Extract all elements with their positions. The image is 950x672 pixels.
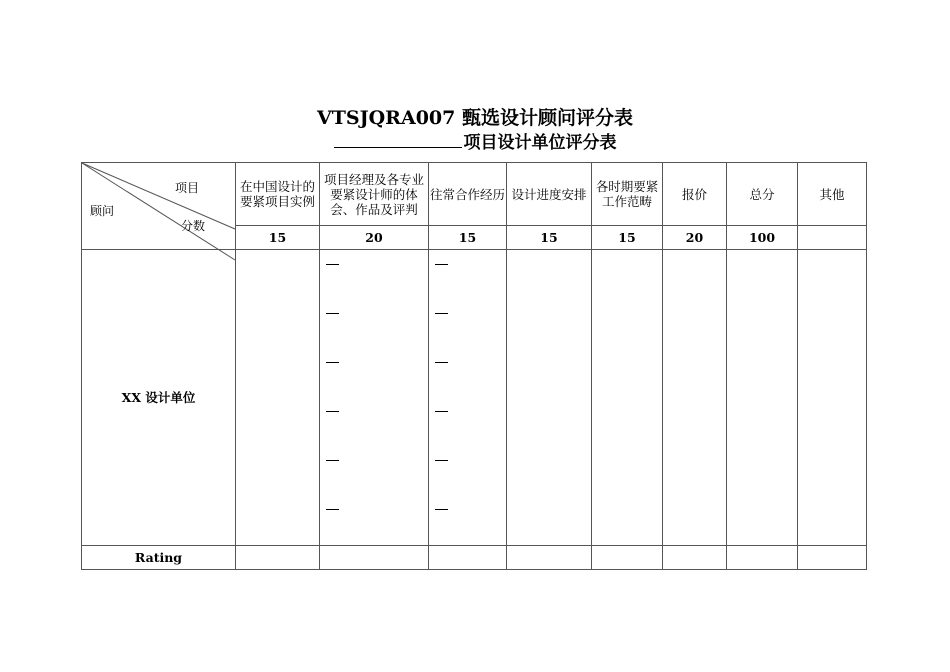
- form-subtitle: [0, 128, 950, 153]
- consultant-label: 顾问: [90, 204, 115, 218]
- score-table: [81, 162, 867, 570]
- weight-cell: 100: [727, 226, 798, 250]
- name-blank-line[interactable]: [334, 133, 462, 148]
- score-cell[interactable]: [798, 250, 867, 546]
- dash-mark: [326, 313, 339, 314]
- rating-row: [82, 546, 867, 570]
- dash-mark: [435, 264, 448, 265]
- score-cell[interactable]: [507, 250, 592, 546]
- subtitle-text: 项目设计单位评分表: [463, 133, 617, 153]
- weight-cell: [798, 226, 867, 250]
- dash-mark: [326, 460, 339, 461]
- dash-mark: [326, 264, 339, 265]
- col-header: 项目经理及各专业要紧设计师的体会、作品及评判: [320, 163, 429, 226]
- col-header: 在中国设计的要紧项目实例: [236, 163, 320, 226]
- col-header: 设计进度安排: [507, 163, 592, 226]
- weight-cell: 15: [429, 226, 507, 250]
- score-cell[interactable]: [429, 250, 507, 546]
- dash-mark: [326, 509, 339, 510]
- score-cell[interactable]: [663, 250, 727, 546]
- col-header: 往常合作经历: [429, 163, 507, 226]
- dash-mark: [435, 460, 448, 461]
- dash-mark: [435, 509, 448, 510]
- score-cell[interactable]: [592, 250, 663, 546]
- weight-cell: 15: [236, 226, 320, 250]
- score-cell[interactable]: [320, 250, 429, 546]
- score-label: 分数: [181, 219, 206, 233]
- header-row: [82, 163, 867, 226]
- rating-cell[interactable]: [798, 546, 867, 570]
- score-cell[interactable]: [236, 250, 320, 546]
- rating-cell[interactable]: [507, 546, 592, 570]
- score-cell[interactable]: [727, 250, 798, 546]
- item-label: 项目: [175, 181, 200, 195]
- col-header: 报价: [663, 163, 727, 226]
- dash-mark: [326, 362, 339, 363]
- weight-cell: 20: [320, 226, 429, 250]
- dash-mark: [435, 313, 448, 314]
- rating-cell[interactable]: [236, 546, 320, 570]
- row-label: XX 设计单位: [82, 250, 236, 546]
- dash-mark: [326, 411, 339, 412]
- rating-cell[interactable]: [727, 546, 798, 570]
- table-row: [82, 250, 867, 546]
- col-header: 其他: [798, 163, 867, 226]
- rating-label: Rating: [82, 546, 236, 570]
- weight-cell: 20: [663, 226, 727, 250]
- form-title: VTSJQRA007 甄选设计顾问评分表: [317, 107, 633, 129]
- rating-cell[interactable]: [429, 546, 507, 570]
- dash-mark: [435, 362, 448, 363]
- rating-cell[interactable]: [320, 546, 429, 570]
- rating-cell[interactable]: [663, 546, 727, 570]
- rating-cell[interactable]: [592, 546, 663, 570]
- col-header: 各时期要紧工作范畴: [592, 163, 663, 226]
- weight-cell: 15: [507, 226, 592, 250]
- diagonal-header-cell: [82, 163, 236, 250]
- col-header: 总分: [727, 163, 798, 226]
- dash-mark: [435, 411, 448, 412]
- weight-cell: 15: [592, 226, 663, 250]
